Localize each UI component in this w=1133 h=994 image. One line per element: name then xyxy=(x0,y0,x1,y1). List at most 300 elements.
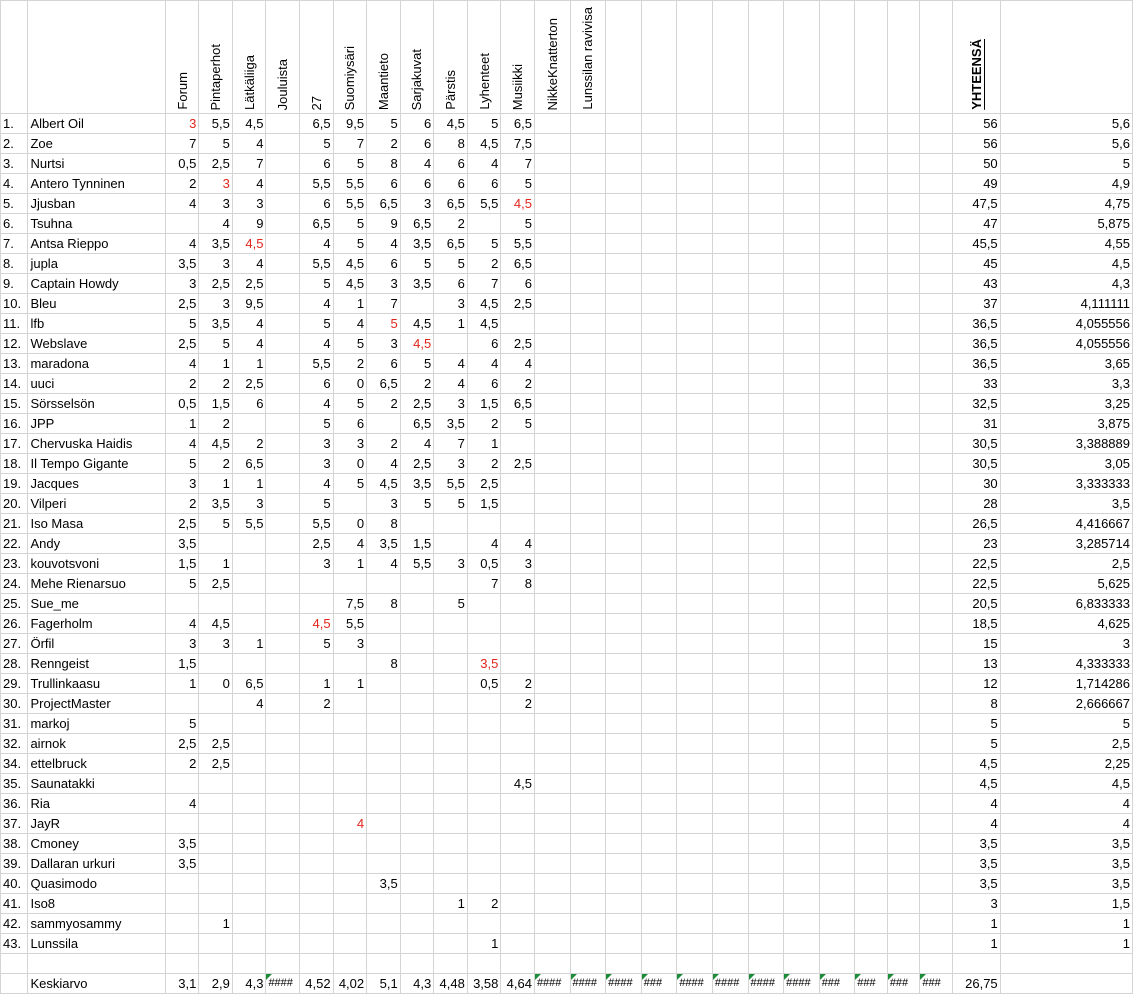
score-cell[interactable] xyxy=(266,434,300,454)
score-cell[interactable] xyxy=(819,314,855,334)
score-cell[interactable] xyxy=(606,434,642,454)
total-cell[interactable]: 12 xyxy=(952,674,1000,694)
score-cell[interactable] xyxy=(266,934,300,954)
score-cell[interactable] xyxy=(570,614,606,634)
score-cell[interactable] xyxy=(434,534,468,554)
score-cell[interactable]: 3 xyxy=(434,554,468,574)
score-cell[interactable] xyxy=(712,474,748,494)
score-cell[interactable] xyxy=(748,554,784,574)
score-cell[interactable] xyxy=(920,254,953,274)
score-cell[interactable] xyxy=(400,654,434,674)
score-cell[interactable]: 4,5 xyxy=(333,254,367,274)
score-cell[interactable] xyxy=(887,354,920,374)
score-cell[interactable] xyxy=(400,774,434,794)
score-cell[interactable] xyxy=(570,774,606,794)
score-cell[interactable] xyxy=(570,834,606,854)
score-cell[interactable]: 1 xyxy=(199,354,233,374)
score-cell[interactable] xyxy=(400,294,434,314)
player-name-cell[interactable]: ettelbruck xyxy=(28,754,165,774)
score-cell[interactable] xyxy=(534,414,570,434)
score-cell[interactable] xyxy=(266,694,300,714)
score-cell[interactable] xyxy=(920,154,953,174)
score-cell[interactable] xyxy=(570,194,606,214)
score-cell[interactable]: 6,5 xyxy=(501,114,535,134)
score-cell[interactable] xyxy=(534,754,570,774)
score-cell[interactable] xyxy=(534,434,570,454)
score-cell[interactable] xyxy=(400,694,434,714)
score-cell[interactable] xyxy=(434,834,468,854)
score-cell[interactable] xyxy=(266,854,300,874)
score-cell[interactable] xyxy=(748,454,784,474)
score-cell[interactable] xyxy=(887,734,920,754)
score-cell[interactable] xyxy=(748,834,784,854)
score-cell[interactable] xyxy=(266,814,300,834)
score-cell[interactable]: 4 xyxy=(367,454,401,474)
score-cell[interactable] xyxy=(534,154,570,174)
rank-cell[interactable]: 17. xyxy=(1,434,28,454)
score-cell[interactable]: 3 xyxy=(367,274,401,294)
score-cell[interactable] xyxy=(232,774,266,794)
score-cell[interactable] xyxy=(712,194,748,214)
score-cell[interactable] xyxy=(819,894,855,914)
score-cell[interactable] xyxy=(887,774,920,794)
score-cell[interactable]: 4 xyxy=(333,314,367,334)
score-cell[interactable]: 5 xyxy=(467,234,501,254)
score-cell[interactable] xyxy=(501,834,535,854)
score-cell[interactable]: 6,5 xyxy=(300,214,334,234)
average-value-cell[interactable]: 3,1 xyxy=(165,974,199,994)
average-cell[interactable]: 1 xyxy=(1000,934,1132,954)
score-cell[interactable]: 8 xyxy=(367,514,401,534)
score-cell[interactable]: 3 xyxy=(300,554,334,574)
score-cell[interactable] xyxy=(784,334,820,354)
score-cell[interactable] xyxy=(819,434,855,454)
score-cell[interactable] xyxy=(266,714,300,734)
score-cell[interactable] xyxy=(333,654,367,674)
score-cell[interactable] xyxy=(534,674,570,694)
score-cell[interactable] xyxy=(434,694,468,714)
score-cell[interactable] xyxy=(534,554,570,574)
score-cell[interactable] xyxy=(677,314,713,334)
score-cell[interactable] xyxy=(232,814,266,834)
score-cell[interactable] xyxy=(367,834,401,854)
player-name-cell[interactable]: Iso8 xyxy=(28,894,165,914)
score-cell[interactable] xyxy=(712,534,748,554)
player-name-cell[interactable]: Captain Howdy xyxy=(28,274,165,294)
score-cell[interactable] xyxy=(677,494,713,514)
score-cell[interactable] xyxy=(400,854,434,874)
score-cell[interactable] xyxy=(712,634,748,654)
overflow-cell[interactable]: #### xyxy=(606,974,642,994)
score-cell[interactable] xyxy=(641,534,677,554)
average-cell[interactable]: 1 xyxy=(1000,914,1132,934)
rank-cell[interactable]: 1. xyxy=(1,114,28,134)
score-cell[interactable]: 2,5 xyxy=(232,274,266,294)
score-cell[interactable]: 5 xyxy=(333,234,367,254)
score-cell[interactable] xyxy=(784,134,820,154)
score-cell[interactable] xyxy=(855,374,888,394)
total-cell[interactable]: 4,5 xyxy=(952,774,1000,794)
score-cell[interactable]: 5,5 xyxy=(400,554,434,574)
score-cell[interactable] xyxy=(534,234,570,254)
score-cell[interactable] xyxy=(784,354,820,374)
score-cell[interactable] xyxy=(641,434,677,454)
score-cell[interactable] xyxy=(534,194,570,214)
empty-cell[interactable] xyxy=(1,954,28,974)
score-cell[interactable] xyxy=(641,454,677,474)
score-cell[interactable]: 1 xyxy=(232,354,266,374)
average-value-cell[interactable]: 4,3 xyxy=(400,974,434,994)
average-cell[interactable]: 4,333333 xyxy=(1000,654,1132,674)
total-cell[interactable]: 5 xyxy=(952,714,1000,734)
overflow-cell[interactable]: #### xyxy=(266,974,300,994)
score-cell[interactable] xyxy=(855,794,888,814)
score-cell[interactable] xyxy=(784,454,820,474)
score-cell[interactable]: 1 xyxy=(165,414,199,434)
score-cell[interactable] xyxy=(400,734,434,754)
score-cell[interactable] xyxy=(819,534,855,554)
score-cell[interactable] xyxy=(677,534,713,554)
score-cell[interactable]: 4,5 xyxy=(467,134,501,154)
score-cell[interactable]: 4 xyxy=(165,234,199,254)
score-cell[interactable]: 0 xyxy=(333,514,367,534)
average-cell[interactable]: 3,25 xyxy=(1000,394,1132,414)
score-cell[interactable] xyxy=(677,394,713,414)
empty-cell[interactable] xyxy=(1000,954,1132,974)
score-cell[interactable] xyxy=(606,914,642,934)
score-cell[interactable] xyxy=(712,614,748,634)
score-cell[interactable]: 5 xyxy=(400,354,434,374)
score-cell[interactable] xyxy=(570,414,606,434)
score-cell[interactable] xyxy=(266,494,300,514)
score-cell[interactable] xyxy=(712,594,748,614)
score-cell[interactable] xyxy=(467,714,501,734)
score-cell[interactable]: 0 xyxy=(333,374,367,394)
column-header-cell[interactable] xyxy=(400,1,434,114)
score-cell[interactable] xyxy=(199,794,233,814)
score-cell[interactable]: 5 xyxy=(165,314,199,334)
score-cell[interactable] xyxy=(570,334,606,354)
score-cell[interactable]: 1 xyxy=(333,674,367,694)
score-cell[interactable] xyxy=(712,434,748,454)
score-cell[interactable] xyxy=(232,854,266,874)
empty-cell[interactable] xyxy=(920,954,953,974)
score-cell[interactable] xyxy=(501,734,535,754)
score-cell[interactable] xyxy=(570,134,606,154)
score-cell[interactable]: 4 xyxy=(333,534,367,554)
score-cell[interactable]: 6 xyxy=(467,374,501,394)
average-value-cell[interactable]: 4,48 xyxy=(434,974,468,994)
score-cell[interactable] xyxy=(748,134,784,154)
score-cell[interactable] xyxy=(748,674,784,694)
score-cell[interactable]: 6,5 xyxy=(367,194,401,214)
score-cell[interactable]: 3 xyxy=(434,294,468,314)
score-cell[interactable] xyxy=(534,114,570,134)
empty-cell[interactable] xyxy=(855,954,888,974)
score-cell[interactable] xyxy=(534,614,570,634)
score-cell[interactable]: 1 xyxy=(467,934,501,954)
score-cell[interactable]: 4,5 xyxy=(400,314,434,334)
average-cell[interactable]: 4,055556 xyxy=(1000,334,1132,354)
empty-cell[interactable] xyxy=(501,954,535,974)
score-cell[interactable]: 6 xyxy=(400,174,434,194)
score-cell[interactable] xyxy=(677,794,713,814)
overflow-cell[interactable]: #### xyxy=(784,974,820,994)
score-cell[interactable] xyxy=(606,634,642,654)
score-cell[interactable] xyxy=(784,494,820,514)
average-cell[interactable]: 4 xyxy=(1000,794,1132,814)
score-cell[interactable] xyxy=(677,834,713,854)
score-cell[interactable] xyxy=(266,674,300,694)
empty-cell[interactable] xyxy=(677,954,713,974)
score-cell[interactable] xyxy=(784,934,820,954)
score-cell[interactable] xyxy=(641,874,677,894)
player-name-cell[interactable]: Jacques xyxy=(28,474,165,494)
score-cell[interactable] xyxy=(570,154,606,174)
score-cell[interactable]: 6 xyxy=(467,334,501,354)
total-cell[interactable]: 8 xyxy=(952,694,1000,714)
score-cell[interactable] xyxy=(606,514,642,534)
column-header-cell[interactable] xyxy=(606,1,642,114)
score-cell[interactable] xyxy=(920,114,953,134)
score-cell[interactable] xyxy=(887,714,920,734)
score-cell[interactable] xyxy=(748,734,784,754)
score-cell[interactable]: 4 xyxy=(300,334,334,354)
score-cell[interactable] xyxy=(712,134,748,154)
score-cell[interactable]: 4,5 xyxy=(400,334,434,354)
score-cell[interactable] xyxy=(434,654,468,674)
score-cell[interactable]: 2 xyxy=(165,754,199,774)
score-cell[interactable] xyxy=(570,934,606,954)
score-cell[interactable]: 2 xyxy=(367,134,401,154)
score-cell[interactable] xyxy=(570,734,606,754)
score-cell[interactable] xyxy=(367,574,401,594)
average-cell[interactable]: 5,625 xyxy=(1000,574,1132,594)
score-cell[interactable]: 7 xyxy=(333,134,367,154)
score-cell[interactable]: 7 xyxy=(367,294,401,314)
player-name-cell[interactable]: JPP xyxy=(28,414,165,434)
score-cell[interactable] xyxy=(712,914,748,934)
score-cell[interactable] xyxy=(677,274,713,294)
score-cell[interactable] xyxy=(570,694,606,714)
score-cell[interactable] xyxy=(677,114,713,134)
score-cell[interactable] xyxy=(165,594,199,614)
rank-cell[interactable]: 2. xyxy=(1,134,28,154)
score-cell[interactable] xyxy=(434,634,468,654)
score-cell[interactable] xyxy=(606,214,642,234)
score-cell[interactable] xyxy=(784,154,820,174)
score-cell[interactable] xyxy=(748,114,784,134)
score-cell[interactable] xyxy=(199,874,233,894)
score-cell[interactable] xyxy=(367,934,401,954)
score-cell[interactable] xyxy=(887,894,920,914)
score-cell[interactable] xyxy=(748,254,784,274)
total-cell[interactable]: 3,5 xyxy=(952,874,1000,894)
score-cell[interactable] xyxy=(677,254,713,274)
score-cell[interactable]: 5 xyxy=(400,254,434,274)
empty-cell[interactable] xyxy=(570,954,606,974)
score-cell[interactable] xyxy=(677,634,713,654)
score-cell[interactable] xyxy=(434,874,468,894)
average-cell[interactable]: 3,5 xyxy=(1000,874,1132,894)
column-header-cell[interactable] xyxy=(784,1,820,114)
score-cell[interactable]: 2,5 xyxy=(400,394,434,414)
score-cell[interactable] xyxy=(887,414,920,434)
score-cell[interactable]: 6 xyxy=(501,274,535,294)
score-cell[interactable] xyxy=(712,934,748,954)
score-cell[interactable] xyxy=(232,654,266,674)
score-cell[interactable] xyxy=(855,574,888,594)
score-cell[interactable] xyxy=(920,334,953,354)
score-cell[interactable] xyxy=(467,514,501,534)
score-cell[interactable] xyxy=(606,874,642,894)
empty-cell[interactable] xyxy=(434,954,468,974)
total-cell[interactable]: 30 xyxy=(952,474,1000,494)
total-cell[interactable]: 33 xyxy=(952,374,1000,394)
score-cell[interactable]: 1 xyxy=(333,294,367,314)
score-cell[interactable] xyxy=(855,614,888,634)
score-cell[interactable] xyxy=(855,114,888,134)
score-cell[interactable] xyxy=(819,914,855,934)
score-cell[interactable] xyxy=(920,374,953,394)
score-cell[interactable] xyxy=(712,714,748,734)
score-cell[interactable]: 5 xyxy=(367,314,401,334)
total-cell[interactable]: 26,5 xyxy=(952,514,1000,534)
score-cell[interactable] xyxy=(266,834,300,854)
score-cell[interactable] xyxy=(199,934,233,954)
score-cell[interactable] xyxy=(748,294,784,314)
score-cell[interactable] xyxy=(677,454,713,474)
score-cell[interactable] xyxy=(606,614,642,634)
score-cell[interactable]: 3 xyxy=(333,634,367,654)
score-cell[interactable] xyxy=(606,894,642,914)
score-cell[interactable]: 7 xyxy=(165,134,199,154)
score-cell[interactable] xyxy=(232,754,266,774)
score-cell[interactable] xyxy=(920,174,953,194)
score-cell[interactable] xyxy=(920,594,953,614)
score-cell[interactable] xyxy=(333,794,367,814)
score-cell[interactable]: 0 xyxy=(199,674,233,694)
score-cell[interactable]: 2 xyxy=(199,414,233,434)
score-cell[interactable]: 6,5 xyxy=(367,374,401,394)
score-cell[interactable]: 1,5 xyxy=(467,494,501,514)
score-cell[interactable] xyxy=(300,794,334,814)
score-cell[interactable] xyxy=(501,914,535,934)
score-cell[interactable] xyxy=(570,534,606,554)
rank-cell[interactable]: 11. xyxy=(1,314,28,334)
score-cell[interactable] xyxy=(641,894,677,914)
rank-cell[interactable]: 4. xyxy=(1,174,28,194)
score-cell[interactable] xyxy=(712,794,748,814)
score-cell[interactable] xyxy=(266,894,300,914)
score-cell[interactable] xyxy=(855,154,888,174)
score-cell[interactable] xyxy=(712,154,748,174)
score-cell[interactable]: 3,5 xyxy=(199,494,233,514)
score-cell[interactable] xyxy=(467,774,501,794)
score-cell[interactable] xyxy=(165,214,199,234)
score-cell[interactable]: 7 xyxy=(467,274,501,294)
score-cell[interactable] xyxy=(534,294,570,314)
score-cell[interactable]: 6,5 xyxy=(300,114,334,134)
player-name-cell[interactable]: Tsuhna xyxy=(28,214,165,234)
empty-cell[interactable] xyxy=(819,954,855,974)
score-cell[interactable]: 6 xyxy=(367,254,401,274)
score-cell[interactable] xyxy=(266,454,300,474)
score-cell[interactable]: 2,5 xyxy=(199,274,233,294)
score-cell[interactable] xyxy=(641,554,677,574)
score-cell[interactable] xyxy=(855,134,888,154)
score-cell[interactable] xyxy=(300,854,334,874)
score-cell[interactable] xyxy=(606,654,642,674)
score-cell[interactable] xyxy=(534,474,570,494)
score-cell[interactable] xyxy=(887,854,920,874)
score-cell[interactable]: 2,5 xyxy=(199,734,233,754)
score-cell[interactable] xyxy=(855,174,888,194)
score-cell[interactable] xyxy=(534,854,570,874)
score-cell[interactable] xyxy=(266,874,300,894)
column-header-cell[interactable] xyxy=(712,1,748,114)
score-cell[interactable] xyxy=(606,314,642,334)
score-cell[interactable] xyxy=(748,594,784,614)
empty-cell[interactable] xyxy=(641,954,677,974)
score-cell[interactable] xyxy=(333,854,367,874)
score-cell[interactable]: 4,5 xyxy=(467,294,501,314)
score-cell[interactable] xyxy=(677,514,713,534)
score-cell[interactable]: 2 xyxy=(467,254,501,274)
score-cell[interactable] xyxy=(300,654,334,674)
rank-cell[interactable]: 19. xyxy=(1,474,28,494)
rank-cell[interactable]: 43. xyxy=(1,934,28,954)
score-cell[interactable] xyxy=(434,934,468,954)
score-cell[interactable] xyxy=(819,294,855,314)
score-cell[interactable]: 3 xyxy=(165,634,199,654)
average-cell[interactable]: 4,625 xyxy=(1000,614,1132,634)
score-cell[interactable] xyxy=(333,774,367,794)
score-cell[interactable]: 3 xyxy=(165,474,199,494)
overflow-cell[interactable]: ### xyxy=(920,974,953,994)
total-cell[interactable]: 31 xyxy=(952,414,1000,434)
score-cell[interactable] xyxy=(232,594,266,614)
score-cell[interactable] xyxy=(367,714,401,734)
average-cell[interactable]: 3,5 xyxy=(1000,834,1132,854)
column-header-cell[interactable] xyxy=(570,1,606,114)
score-cell[interactable] xyxy=(677,474,713,494)
score-cell[interactable] xyxy=(467,834,501,854)
score-cell[interactable] xyxy=(434,774,468,794)
score-cell[interactable] xyxy=(367,734,401,754)
score-cell[interactable]: 4,5 xyxy=(501,194,535,214)
score-cell[interactable] xyxy=(819,234,855,254)
score-cell[interactable] xyxy=(712,574,748,594)
rank-cell[interactable]: 41. xyxy=(1,894,28,914)
average-cell[interactable]: 4,111111 xyxy=(1000,294,1132,314)
score-cell[interactable] xyxy=(534,934,570,954)
score-cell[interactable] xyxy=(819,394,855,414)
score-cell[interactable]: 4 xyxy=(165,614,199,634)
player-name-cell[interactable]: Webslave xyxy=(28,334,165,354)
score-cell[interactable] xyxy=(300,814,334,834)
player-name-cell[interactable]: sammyosammy xyxy=(28,914,165,934)
score-cell[interactable] xyxy=(570,874,606,894)
score-cell[interactable] xyxy=(199,774,233,794)
score-cell[interactable]: 4 xyxy=(400,434,434,454)
score-cell[interactable] xyxy=(300,574,334,594)
score-cell[interactable] xyxy=(641,394,677,414)
rank-cell[interactable]: 28. xyxy=(1,654,28,674)
average-value-cell[interactable]: 26,75 xyxy=(952,974,1000,994)
score-cell[interactable] xyxy=(641,614,677,634)
score-cell[interactable] xyxy=(784,634,820,654)
